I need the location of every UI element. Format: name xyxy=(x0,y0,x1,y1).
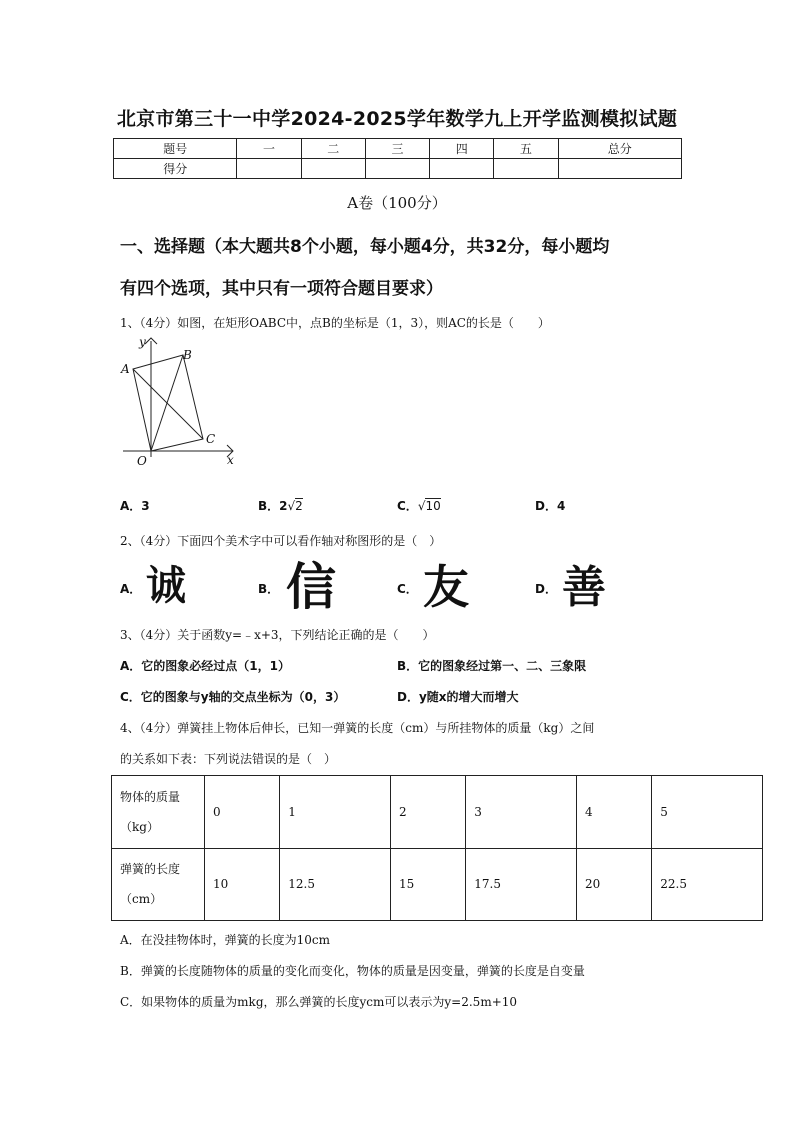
section-a-heading: A卷（100分） xyxy=(347,194,447,212)
spring-length-header-text: 弹簧的长度 xyxy=(120,862,181,877)
spring-length-cell: 10 xyxy=(205,848,280,921)
score-cell[interactable] xyxy=(558,159,681,179)
score-header-cell: 一 xyxy=(237,139,301,159)
q3-option-b[interactable]: B．它的图象经过第一、二、三象限 xyxy=(397,659,587,673)
q2-text: 2、（4分）下面四个美术字中可以看作轴对称图形的是（ ） xyxy=(120,534,442,548)
q1-option-a[interactable]: A．3 xyxy=(120,499,150,513)
spring-table xyxy=(111,775,763,921)
spring-mass-header-text: 物体的质量 xyxy=(120,789,181,804)
score-cell[interactable] xyxy=(430,159,494,179)
spring-length-row xyxy=(112,848,763,921)
q1-option-b[interactable] xyxy=(258,497,303,514)
score-cell[interactable] xyxy=(237,159,301,179)
spring-mass-header-unit: （kg） xyxy=(120,819,159,834)
score-header-cell: 四 xyxy=(430,139,494,159)
score-row-label: 得分 xyxy=(114,159,237,179)
q1-option-d[interactable]: D．4 xyxy=(535,499,566,513)
spring-length-header xyxy=(112,848,205,921)
q1-option-c[interactable] xyxy=(397,497,441,514)
spring-length-cell: 17.5 xyxy=(466,848,577,921)
q1-figure xyxy=(115,335,245,470)
score-header-cell: 二 xyxy=(301,139,365,159)
spring-length-cell: 12.5 xyxy=(280,848,391,921)
part1-heading-line1: 一、选择题（本大题共8个小题，每小题4分，共32分，每小题均 xyxy=(120,237,610,257)
sqrt-icon: √ xyxy=(417,499,426,513)
label-c: C xyxy=(206,432,216,446)
spring-mass-row xyxy=(112,776,763,849)
score-cell[interactable] xyxy=(301,159,365,179)
spring-mass-cell: 0 xyxy=(205,776,280,849)
spring-mass-cell: 3 xyxy=(466,776,577,849)
score-table-score-row xyxy=(114,159,682,179)
q1-option-c-radicand: 10 xyxy=(425,499,441,513)
spring-mass-cell: 5 xyxy=(652,776,763,849)
q1-text: 1、（4分）如图，在矩形OABC中，点B的坐标是（1，3），则AC的长是（ ） xyxy=(120,316,550,330)
spring-mass-header xyxy=(112,776,205,849)
score-table-header-row xyxy=(114,139,682,159)
q4-option-c[interactable]: C．如果物体的质量为mkg，那么弹簧的长度ycm可以表示为y=2.5m+10 xyxy=(120,995,518,1009)
spring-length-cell: 20 xyxy=(576,848,651,921)
q2-option-b-label[interactable]: B． xyxy=(258,582,280,596)
label-x: x xyxy=(227,453,234,467)
spring-length-header-unit: （cm） xyxy=(120,892,163,907)
spring-mass-cell: 4 xyxy=(576,776,651,849)
q3-option-c[interactable]: C．它的图象与y轴的交点坐标为（0，3） xyxy=(120,690,346,704)
q2-option-b-char: 信 xyxy=(286,558,336,616)
score-header-cell: 五 xyxy=(494,139,558,159)
q2-option-a-label[interactable]: A． xyxy=(120,582,142,596)
sqrt-icon: √ xyxy=(287,499,296,513)
q2-option-c-label[interactable]: C． xyxy=(397,582,418,596)
score-header-cell: 总分 xyxy=(558,139,681,159)
q3-option-d[interactable]: D．y随x的增大而增大 xyxy=(397,690,519,704)
label-o: O xyxy=(137,454,147,468)
score-header-cell: 三 xyxy=(365,139,429,159)
part1-heading-line2: 有四个选项，其中只有一项符合题目要求） xyxy=(120,279,443,299)
score-cell[interactable] xyxy=(365,159,429,179)
score-table xyxy=(113,138,682,179)
q4-option-a[interactable]: A．在没挂物体时，弹簧的长度为10cm xyxy=(120,933,331,947)
spring-mass-cell: 1 xyxy=(280,776,391,849)
q3-text: 3、（4分）关于函数y=﹣x+3，下列结论正确的是（ ） xyxy=(120,628,435,642)
q4-text-line2: 的关系如下表：下列说法错误的是（ ） xyxy=(120,752,337,766)
label-a: A xyxy=(121,362,130,376)
spring-length-cell: 15 xyxy=(390,848,465,921)
spring-mass-cell: 2 xyxy=(390,776,465,849)
q1-option-c-prefix: C． xyxy=(397,499,418,513)
score-cell[interactable] xyxy=(494,159,558,179)
diagonal-ob xyxy=(151,355,183,451)
q4-text-line1: 4、（4分）弹簧挂上物体后伸长，已知一弹簧的长度（cm）与所挂物体的质量（kg）之间 xyxy=(120,721,595,735)
q4-option-b[interactable]: B．弹簧的长度随物体的质量的变化而变化，物体的质量是因变量，弹簧的长度是自变量 xyxy=(120,964,585,978)
exam-title: 北京市第三十一中学2024-2025学年数学九上开学监测模拟试题 xyxy=(116,108,678,130)
q3-option-a[interactable]: A．它的图象必经过点（1，1） xyxy=(120,659,290,673)
spring-length-cell: 22.5 xyxy=(652,848,763,921)
q2-option-d-char: 善 xyxy=(562,562,606,613)
q2-option-d-label[interactable]: D． xyxy=(535,582,557,596)
score-header-cell: 题号 xyxy=(114,139,237,159)
q1-option-b-prefix: B．2 xyxy=(258,499,288,513)
diagonal-ac xyxy=(133,369,203,439)
q1-option-b-radicand: 2 xyxy=(295,499,303,513)
q2-option-a-char: 诚 xyxy=(146,563,186,609)
label-y: y xyxy=(139,335,146,349)
rectangle-oabc xyxy=(133,355,203,451)
label-b: B xyxy=(183,348,192,362)
q2-option-c-char: 友 xyxy=(423,560,469,614)
